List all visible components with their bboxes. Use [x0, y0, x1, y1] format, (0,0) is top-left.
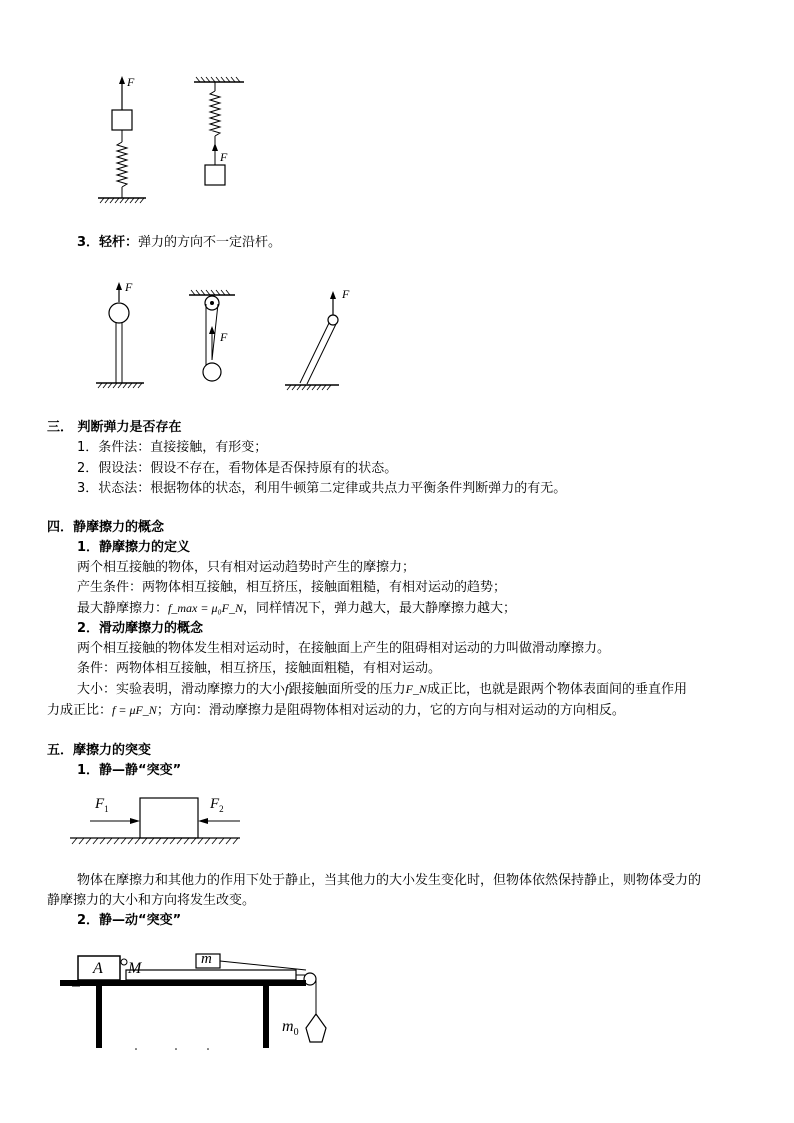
rod-figure-1 [92, 278, 152, 393]
force-label-f: F [342, 287, 350, 301]
section4-heading: 四．静摩擦力的概念 [47, 520, 165, 535]
max-static-friction-line: 最大静摩擦力：f_max = μ₀F_N，同样情况下，弹力越大，最大静摩擦力越大； [77, 601, 516, 616]
label-m0: $m_0$ [282, 1018, 299, 1039]
light-rod-line [77, 233, 281, 253]
sliding-friction-size-line1: 大小：实验表明，滑动摩擦力的大小f跟接触面所受的压力F_N成正比，也就是跟两个物体表面间的垂直作用 [77, 681, 688, 697]
section5-sub2: 2．静—动“突变” [77, 913, 182, 928]
static-friction-definition: 两个相互接触的物体，只有相对运动趋势时产生的摩擦力； [77, 560, 416, 575]
sliding-friction-condition: 条件：两物体相互接触，相互挤压，接触面粗糙，有相对运动。 [77, 661, 442, 676]
sliding-friction-definition: 两个相互接触的物体发生相对运动时，在接触面上产生的阻碍相对运动的力叫做滑动摩擦力。 [77, 641, 611, 656]
static-static-paragraph-line2: 静摩擦力的大小和方向将发生改变。 [47, 893, 256, 908]
light-rod-heading: 3．轻杆： [77, 235, 139, 250]
max-friction-formula: f_max = μ₀F_N [168, 601, 243, 615]
pulley-rod-figure [185, 288, 245, 388]
section3-item: 3．状态法：根据物体的状态，利用牛顿第二定律或共点力平衡条件判断弹力的有无。 [77, 481, 567, 496]
force-label-f2: $F_2$ [210, 796, 224, 814]
section4-sub2: 2．滑动摩擦力的概念 [77, 621, 204, 636]
section5-heading: 五．摩擦力的突变 [47, 743, 152, 758]
spring-block-figure-1 [90, 70, 160, 210]
label-a: A [93, 960, 103, 977]
label-m-board: M [128, 960, 142, 977]
section3-heading: 三． 判断弹力是否存在 [47, 420, 182, 435]
force-label-f: F [125, 280, 133, 294]
light-rod-text: 弹力的方向不一定沿杆。 [138, 235, 282, 250]
force-label-f1: $F_1$ [95, 796, 109, 814]
force-label-f: F [127, 75, 135, 89]
static-static-paragraph-line1: 物体在摩擦力和其他力的作用下处于静止，当其他力的大小发生变化时，但物体依然保持静止，则物体受力的 [77, 873, 702, 888]
sliding-friction-formula: f = μF_N [112, 703, 157, 717]
static-friction-condition: 产生条件：两物体相互接触，相互挤压，接触面粗糙，有相对运动的趋势； [77, 580, 507, 595]
force-label-f: F [220, 330, 228, 344]
spring-block-figure-2 [188, 75, 258, 190]
section3-item: 1．条件法：直接接触，有形变； [77, 440, 268, 455]
force-label-f: F [220, 150, 228, 164]
sliding-friction-size-line2: 力成正比：f = μF_N；方向：滑动摩擦力是阻碍物体相对运动的力，它的方向与相对运动的方向相反。 [47, 703, 625, 718]
section4-sub1: 1．静摩擦力的定义 [77, 540, 191, 555]
label-m-small: m [201, 951, 212, 967]
section3-item: 2．假设法：假设不存在，看物体是否保持原有的状态。 [77, 461, 398, 476]
section5-sub1: 1．静—静“突变” [77, 763, 182, 778]
